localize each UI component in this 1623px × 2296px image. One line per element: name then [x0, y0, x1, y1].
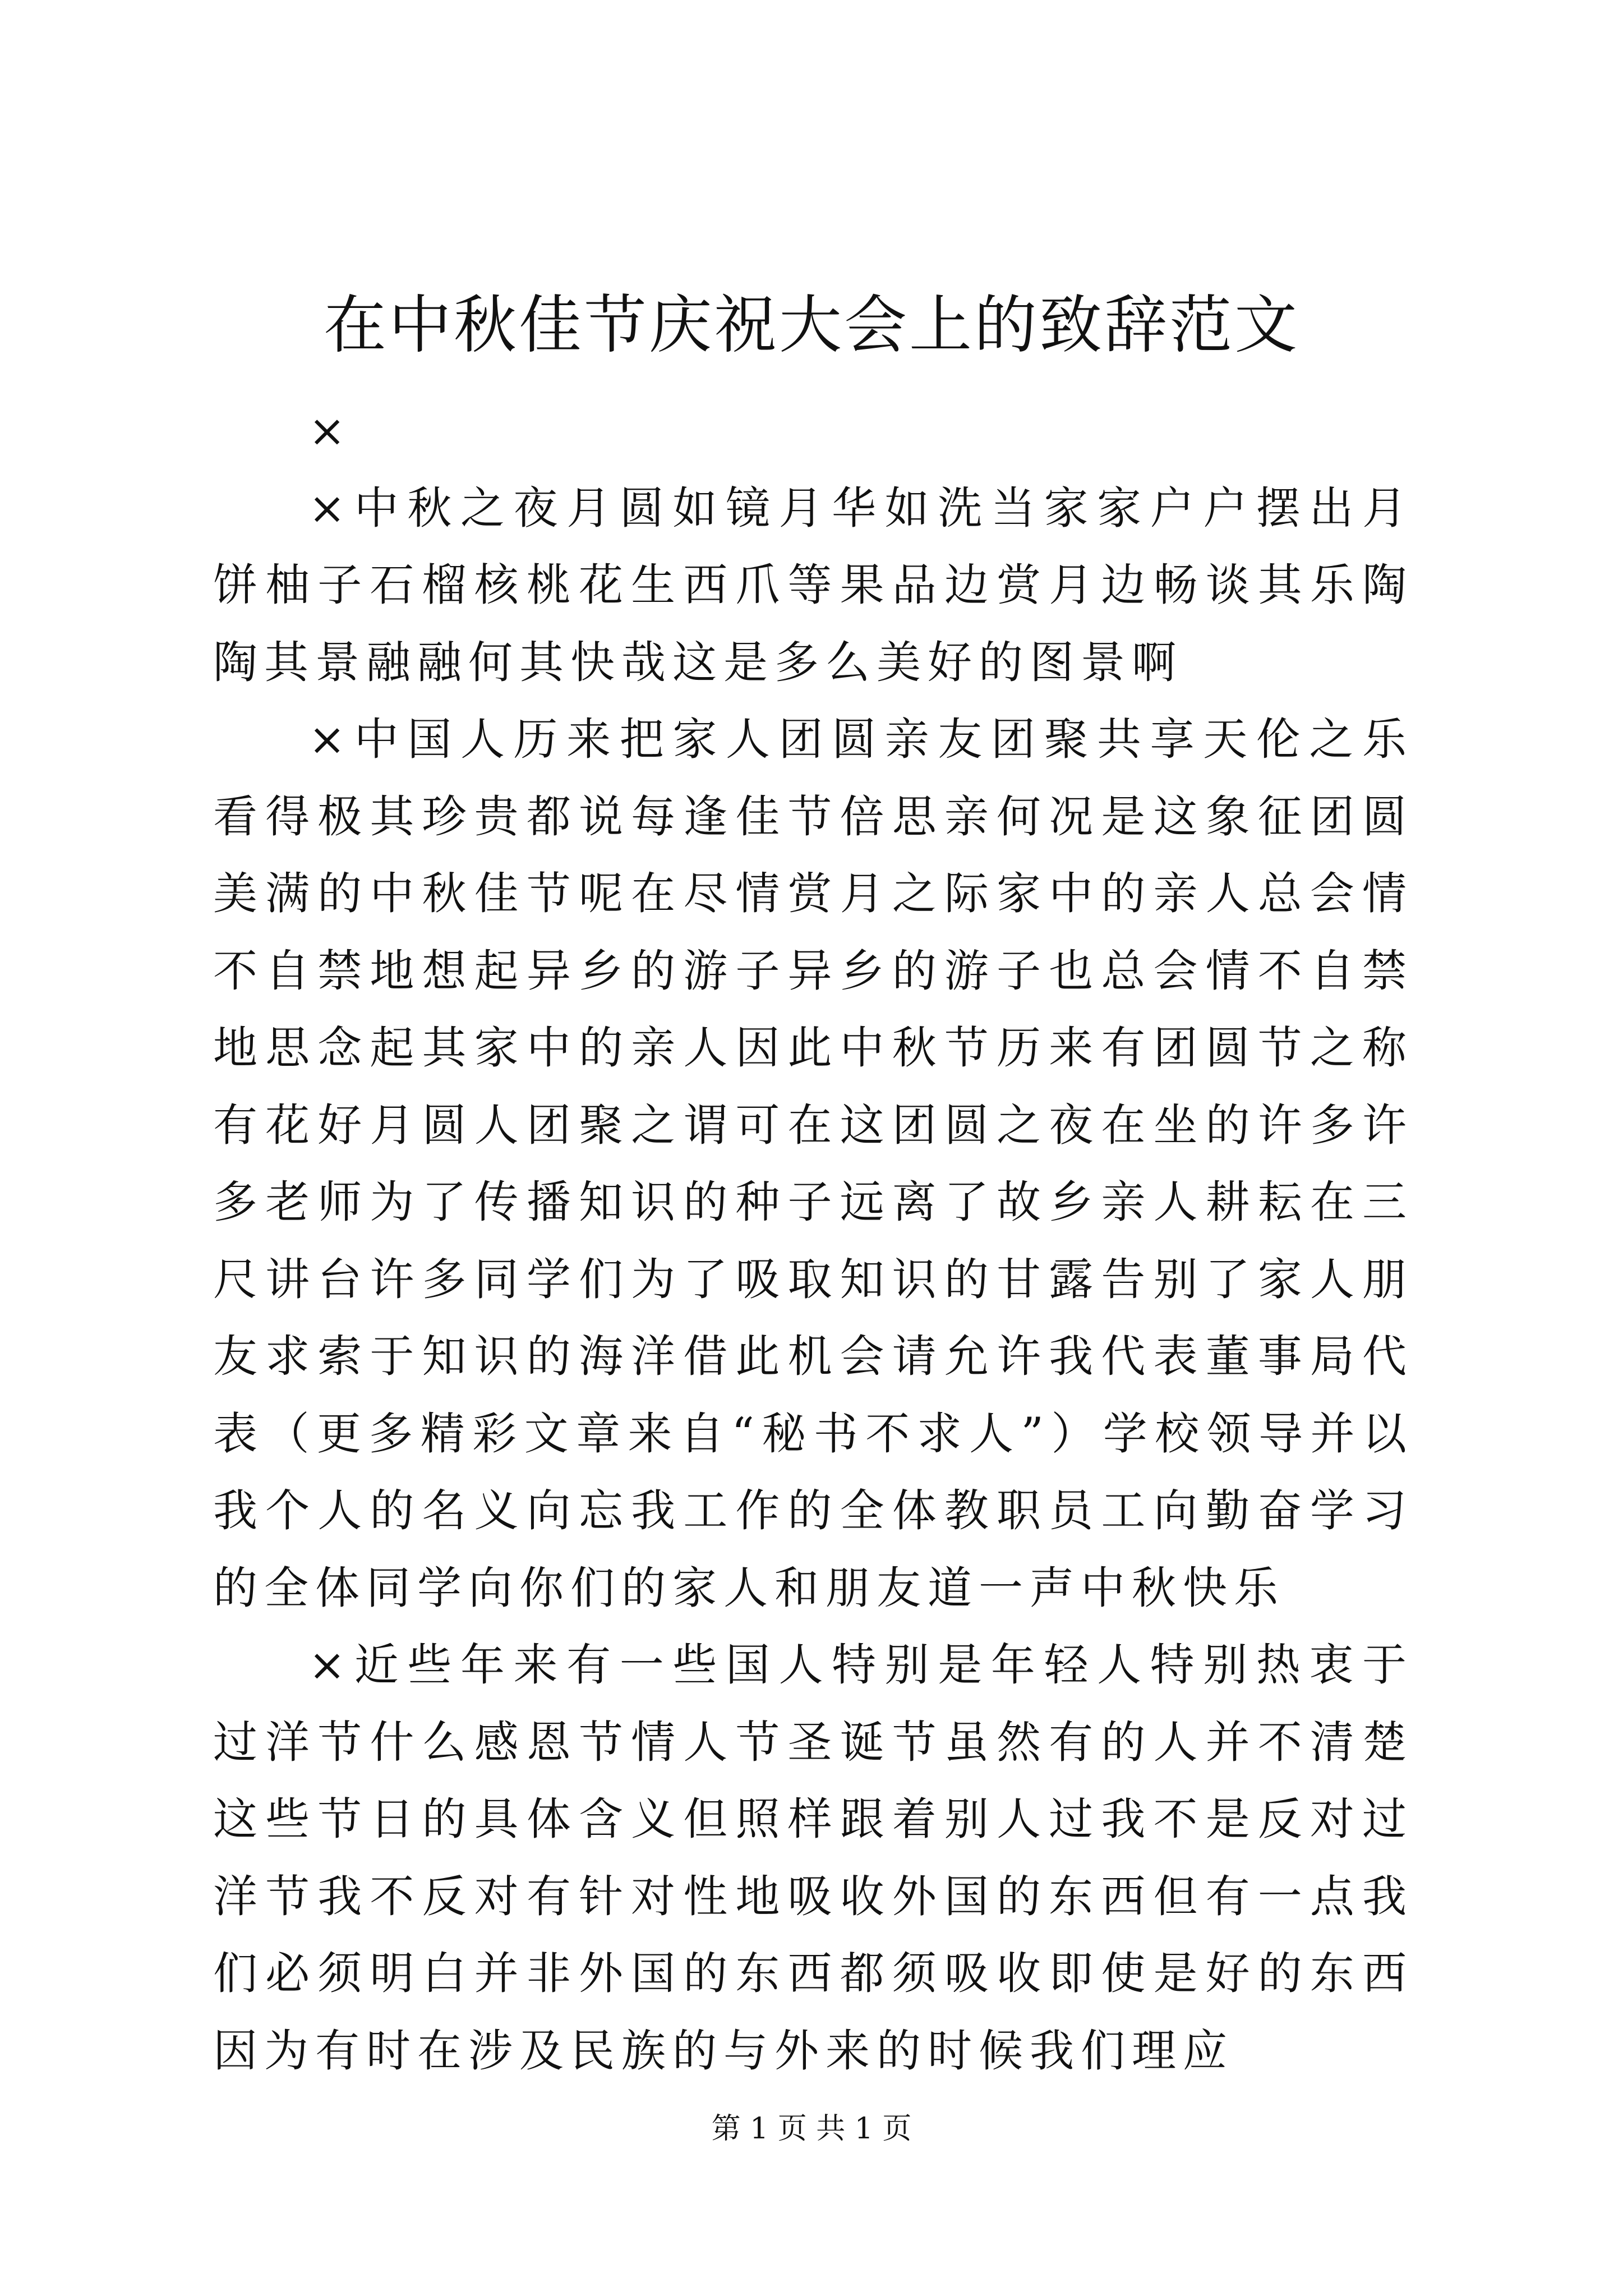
paragraph-3: ×中国人历来把家人团圆亲友团聚共享天伦之乐看得极其珍贵都说每逢佳节倍思亲何况是这象征团圆美满的中秋佳节呢在尽情赏月之际家中的亲人总会情不自禁地想起异乡的游子异乡的游子也总会情不自禁地思念起其家中的亲人因此中秋节历来有团圆节之称有花好月圆人团聚之谓可在这团圆之夜在坐的许多许多老师为了传播知识的种子远离了故乡亲人耕耘在三尺讲台许多同学们为了吸取知识的甘露告别了家人朋友求索于知识的海洋借此机会请允许我代表董事局代表（更多精彩文章来自“秘书不求人”）学校领导并以我个人的名义向忘我工作的全体教职员工向勤奋学习的全体同学向你们的家人和朋友道一声中秋快乐 — [213, 714, 1413, 1614]
document-title: 在中秋佳节庆祝大会上的致辞范文 — [324, 289, 1299, 362]
paragraph-2: ×中秋之夜月圆如镜月华如洗当家家户户摆出月饼柚子石榴核桃花生西爪等果品边赏月边畅谈其乐陶陶其景融融何其快哉这是多么美好的图景啊 — [213, 482, 1413, 688]
page-number-footer: 第 1 页 共 1 页 — [711, 2112, 912, 2146]
paragraph-1: × — [308, 405, 353, 457]
paragraph-4: ×近些年来有一些国人特别是年轻人特别热衷于过洋节什么感恩节情人节圣诞节虽然有的人并不清楚这些节日的具体含义但照样跟着别人过我不是反对过洋节我不反对有针对性地吸收外国的东西但有一点我们必须明白并非外国的东西都须吸收即使是好的东西因为有时在涉及民族的与外来的时候我们理应 — [213, 1639, 1413, 2077]
document-body — [213, 393, 1413, 2090]
